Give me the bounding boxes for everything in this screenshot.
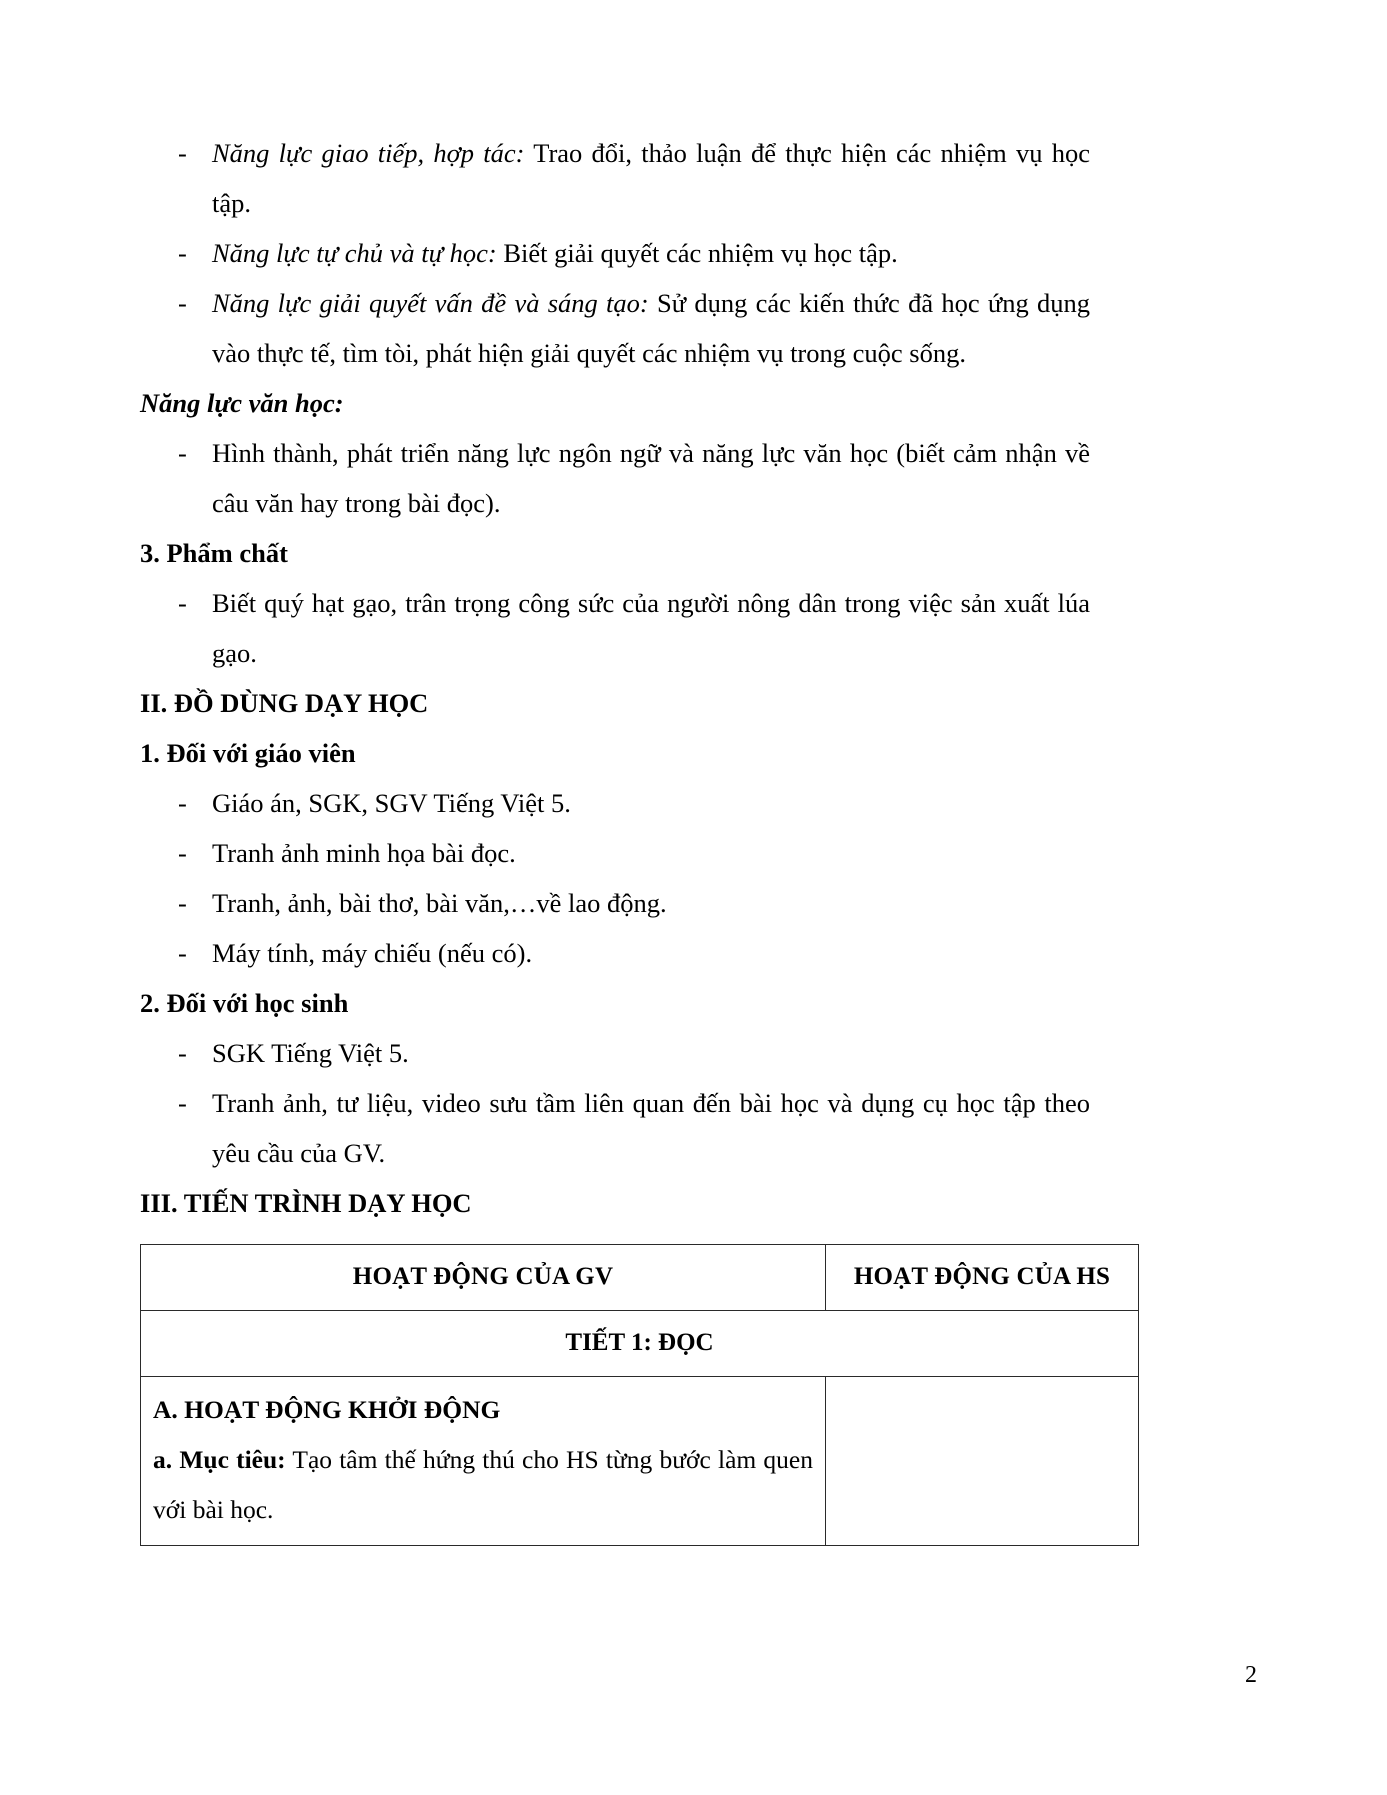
table-header-gv: HOẠT ĐỘNG CỦA GV — [141, 1245, 826, 1311]
bullet-marker: - — [178, 1088, 187, 1118]
document-content — [140, 128, 1111, 1546]
bullet-marker: - — [178, 238, 187, 268]
teacher-materials-list — [140, 778, 1090, 978]
list-item — [140, 428, 1090, 528]
activity-heading: A. HOẠT ĐỘNG KHỞI ĐỘNG — [153, 1395, 501, 1424]
list-item-text: Tranh ảnh minh họa bài đọc. — [212, 838, 516, 868]
list-item — [140, 778, 1090, 828]
activity-objective-label: a. Mục tiêu: — [153, 1445, 286, 1474]
section-iii — [140, 1178, 1111, 1546]
bullet-marker: - — [178, 588, 187, 618]
list-item-text — [212, 228, 1090, 278]
list-item — [140, 278, 1090, 378]
list-item-text — [212, 278, 1090, 378]
list-item-text: Giáo án, SGK, SGV Tiếng Việt 5. — [212, 788, 571, 818]
lesson-table-wrapper — [140, 1244, 1111, 1546]
section-ii — [140, 678, 1090, 1178]
list-item-text: Biết quý hạt gạo, trân trọng công sức của người nông dân trong việc sản xuất lúa gạo. — [212, 588, 1090, 668]
table-header-hs: HOẠT ĐỘNG CỦA HS — [826, 1245, 1139, 1311]
list-item-text — [212, 128, 1090, 228]
bullet-marker: - — [178, 788, 187, 818]
list-item-body: Biết giải quyết các nhiệm vụ học tập. — [496, 238, 898, 268]
lesson-table — [140, 1244, 1139, 1546]
list-item-text: Tranh ảnh, tư liệu, video sưu tầm liên quan đến bài học và dụng cụ học tập theo yêu cầu của GV. — [212, 1088, 1090, 1168]
bullet-marker: - — [178, 288, 187, 318]
competency-list — [140, 128, 1090, 378]
list-item — [140, 228, 1090, 278]
table-cell-gv — [141, 1377, 826, 1546]
list-item-body: Trao đổi, thảo luận để thực hiện các nhiệm vụ học tập. — [212, 138, 1090, 218]
activity-objective — [153, 1435, 813, 1535]
bullet-marker: - — [178, 938, 187, 968]
bullet-marker: - — [178, 838, 187, 868]
section-heading: Năng lực văn học: — [140, 388, 344, 418]
student-subheading: 2. Đối với học sinh — [140, 988, 349, 1018]
list-item-text: Máy tính, máy chiếu (nếu có). — [212, 938, 533, 968]
list-item-body: Sử dụng các kiến thức đã học ứng dụng vào thực tế, tìm tòi, phát hiện giải quyết các nhiệm vụ trong cuộc sống. — [212, 288, 1090, 368]
section-iii-heading: III. TIẾN TRÌNH DẠY HỌC — [140, 1188, 472, 1218]
list-item — [140, 1078, 1090, 1178]
student-materials-list — [140, 1028, 1090, 1178]
bullet-marker: - — [178, 138, 187, 168]
list-item-text: Hình thành, phát triển năng lực ngôn ngữ và năng lực văn học (biết cảm nhận về câu văn hay trong bài đọc). — [212, 438, 1090, 518]
list-item — [140, 878, 1090, 928]
list-item — [140, 828, 1090, 878]
table-cell-tiet: TIẾT 1: ĐỌC — [141, 1311, 1139, 1377]
bullet-marker: - — [178, 1038, 187, 1068]
page-number: 2 — [1245, 1662, 1257, 1688]
table-row — [141, 1377, 1139, 1546]
list-item-lead: Năng lực tự chủ và tự học: — [212, 238, 497, 268]
bullet-marker: - — [178, 438, 187, 468]
list-item-lead: Năng lực giao tiếp, hợp tác: — [212, 138, 525, 168]
list-item-text: SGK Tiếng Việt 5. — [212, 1038, 409, 1068]
section-ii-heading: II. ĐỒ DÙNG DẠY HỌC — [140, 688, 429, 718]
quality-section — [140, 528, 1090, 678]
list-item — [140, 128, 1090, 228]
literary-competency-section — [140, 378, 1090, 528]
activity-hs-text — [838, 1385, 1126, 1505]
list-item — [140, 928, 1090, 978]
section-heading: 3. Phẩm chất — [140, 538, 288, 568]
list-item — [140, 1028, 1090, 1078]
table-cell-hs — [826, 1377, 1139, 1546]
activity-objective-text: Tạo tâm thế hứng thú cho HS từng bước làm quen với bài học. — [153, 1445, 814, 1524]
list-item — [140, 578, 1090, 678]
teacher-subheading: 1. Đối với giáo viên — [140, 738, 356, 768]
list-item-text: Tranh, ảnh, bài thơ, bài văn,…về lao động. — [212, 888, 667, 918]
bullet-marker: - — [178, 888, 187, 918]
table-header-row — [141, 1245, 1139, 1311]
table-row — [141, 1311, 1139, 1377]
list-item-lead: Năng lực giải quyết vấn đề và sáng tạo: — [212, 288, 649, 318]
